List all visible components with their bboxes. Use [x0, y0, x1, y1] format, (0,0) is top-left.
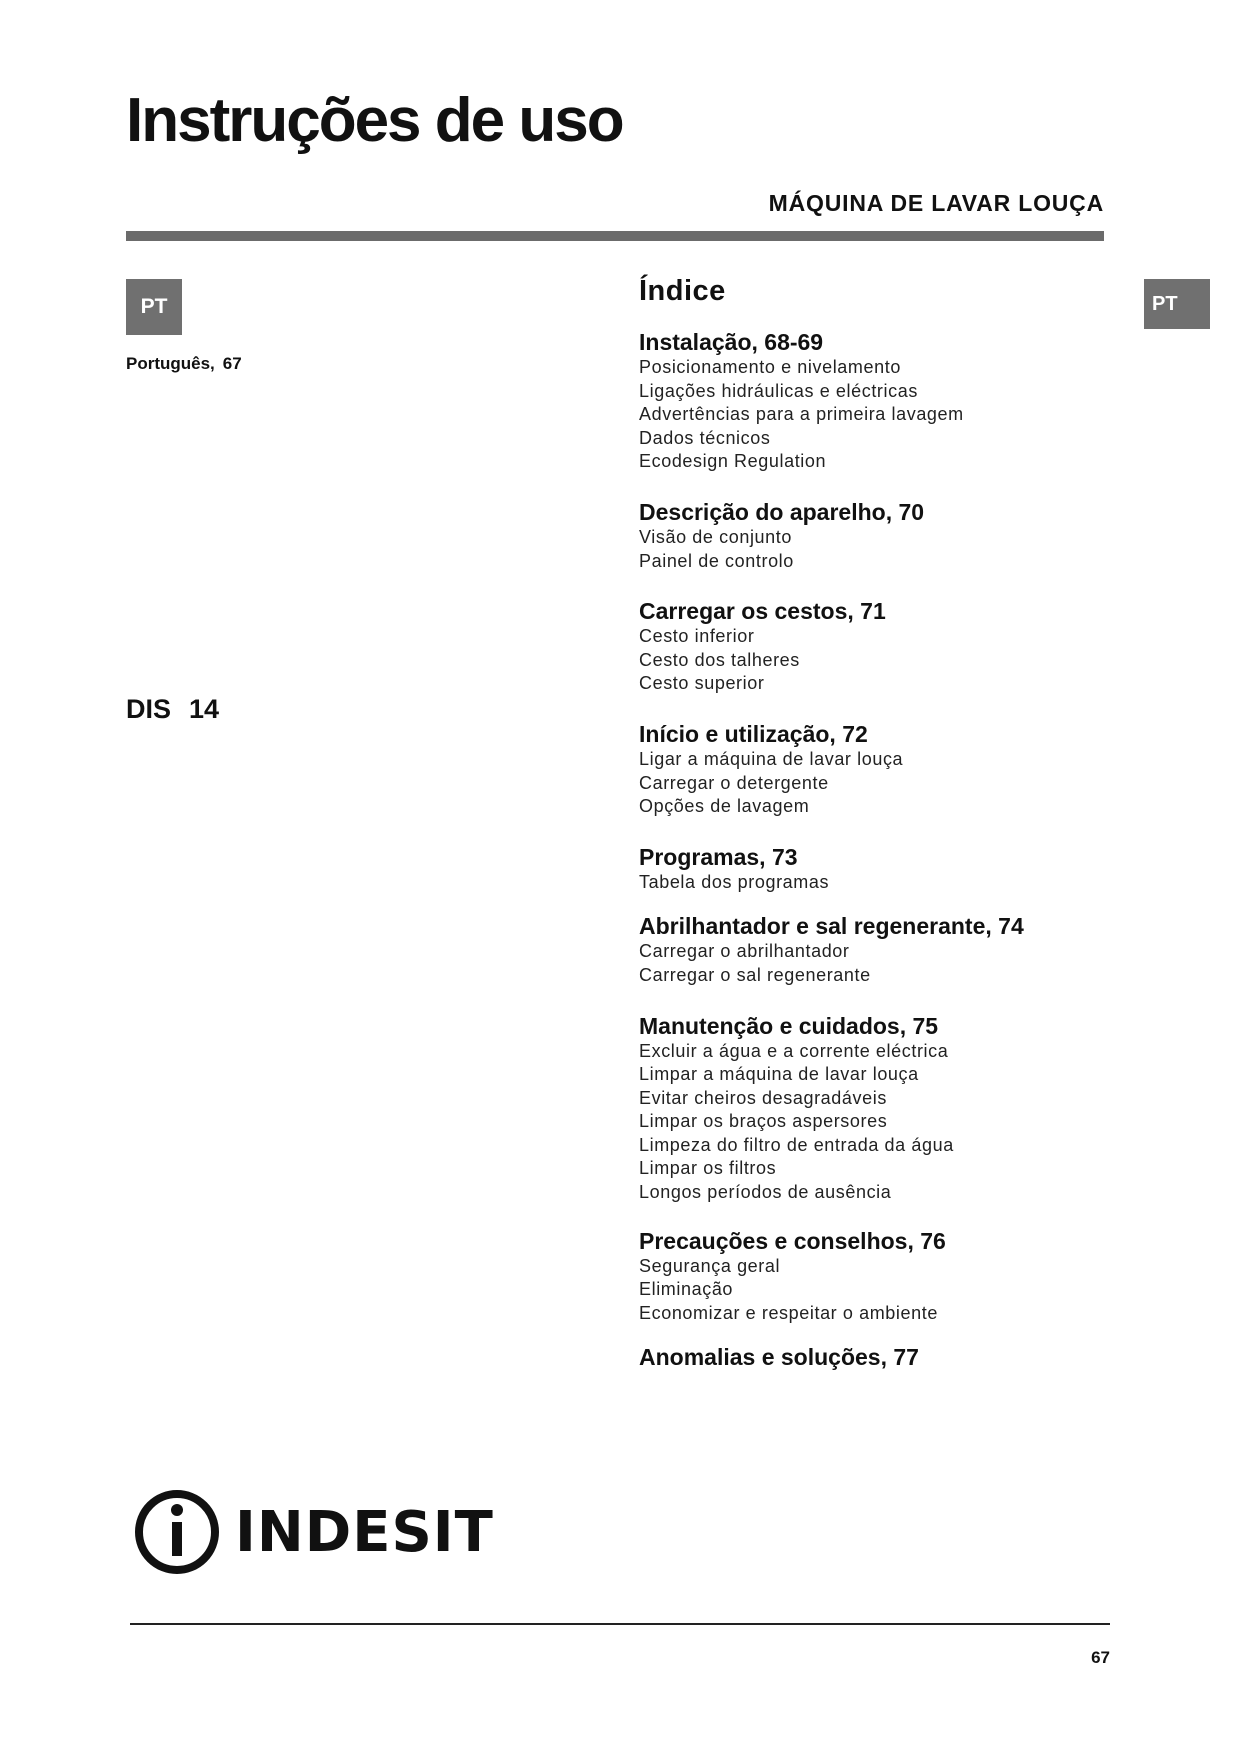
toc-item[interactable]: Dados técnicos	[639, 427, 771, 448]
toc-item[interactable]: Eliminação	[639, 1279, 734, 1300]
toc-item[interactable]: Limpar a máquina de lavar louça	[639, 1064, 919, 1085]
toc-item-list	[639, 526, 1109, 573]
footer-divider	[130, 1623, 1110, 1625]
toc-section	[639, 498, 1109, 573]
toc-section	[639, 912, 1109, 987]
toc-item[interactable]: Ligações hidráulicas e eléctricas	[639, 380, 918, 401]
toc-item[interactable]: Painel de controlo	[639, 550, 794, 571]
toc-item-list	[639, 748, 1109, 819]
toc-item[interactable]: Opções de lavagem	[639, 796, 810, 817]
toc-section-title[interactable]: Programas, 73	[639, 843, 798, 870]
toc-item[interactable]: Advertências para a primeira lavagem	[639, 404, 964, 425]
toc-item[interactable]: Carregar o sal regenerante	[639, 964, 871, 985]
toc-item[interactable]: Limpeza do filtro de entrada da água	[639, 1134, 954, 1155]
model-number: 14	[189, 694, 220, 724]
toc-item[interactable]: Ligar a máquina de lavar louça	[639, 748, 904, 769]
toc-item[interactable]: Excluir a água e a corrente eléctrica	[639, 1040, 949, 1061]
indesit-logo-icon	[133, 1488, 221, 1576]
toc-item[interactable]: Limpar os filtros	[639, 1158, 777, 1179]
toc-section-title[interactable]: Instalação, 68-69	[639, 329, 824, 355]
toc-item[interactable]: Evitar cheiros desagradáveis	[639, 1087, 887, 1108]
toc-item[interactable]: Posicionamento e nivelamento	[639, 357, 901, 377]
header-divider	[126, 231, 1104, 241]
toc-item-list	[639, 625, 1109, 696]
language-badge: PT	[126, 279, 182, 335]
toc-item[interactable]: Segurança geral	[639, 1255, 781, 1276]
toc-item[interactable]: Cesto inferior	[639, 626, 755, 647]
brand-wordmark: INDESIT	[235, 1499, 494, 1565]
toc-item-list	[639, 871, 1109, 895]
language-name: Português,	[126, 354, 215, 373]
toc-item[interactable]: Ecodesign Regulation	[639, 451, 827, 472]
toc-section	[639, 843, 1109, 895]
toc-section	[639, 328, 1109, 474]
toc-item[interactable]: Cesto dos talheres	[639, 649, 800, 670]
toc-section	[639, 1343, 1109, 1371]
toc-item[interactable]: Tabela dos programas	[639, 871, 830, 892]
toc-item[interactable]: Visão de conjunto	[639, 526, 792, 547]
product-type-subtitle: MÁQUINA DE LAVAR LOUÇA	[768, 190, 1104, 216]
toc-section-title[interactable]: Precauções e conselhos, 76	[639, 1227, 946, 1254]
toc-item[interactable]: Limpar os braços aspersores	[639, 1111, 888, 1132]
toc-section-title[interactable]: Descrição do aparelho, 70	[639, 498, 925, 525]
toc-item[interactable]: Carregar o abrilhantador	[639, 941, 850, 962]
toc-section	[639, 1227, 1109, 1326]
toc-item[interactable]: Carregar o detergente	[639, 772, 829, 793]
toc-item[interactable]: Longos períodos de ausência	[639, 1182, 892, 1203]
brand-logo	[133, 1488, 494, 1576]
model-name	[126, 694, 219, 725]
toc-section	[639, 1012, 1109, 1205]
toc-item[interactable]: Cesto superior	[639, 673, 765, 694]
table-of-contents	[639, 275, 1109, 1371]
toc-item-list	[639, 1255, 1109, 1326]
page-number: 67	[1091, 1648, 1110, 1667]
toc-section-title[interactable]: Manutenção e cuidados, 75	[639, 1012, 939, 1039]
toc-section-title[interactable]: Anomalias e soluções, 77	[639, 1344, 919, 1371]
toc-item-list	[639, 940, 1109, 987]
toc-heading: Índice	[639, 275, 726, 307]
toc-item-list	[639, 356, 1109, 474]
toc-item[interactable]: Economizar e respeitar o ambiente	[639, 1302, 938, 1323]
toc-section-title[interactable]: Carregar os cestos, 71	[639, 598, 886, 625]
page-title: Instruções de uso	[126, 86, 623, 155]
toc-item-list	[639, 1040, 1109, 1205]
language-tab-badge: PT	[1144, 279, 1210, 329]
toc-section-title[interactable]: Início e utilização, 72	[639, 720, 868, 747]
toc-section	[639, 720, 1109, 819]
toc-sections	[639, 328, 1109, 1371]
language-index-entry[interactable]	[126, 354, 242, 374]
toc-section	[639, 597, 1109, 696]
model-series: DIS	[126, 694, 172, 724]
toc-section-title[interactable]: Abrilhantador e sal regenerante, 74	[639, 913, 1024, 940]
language-page: 67	[222, 354, 242, 373]
